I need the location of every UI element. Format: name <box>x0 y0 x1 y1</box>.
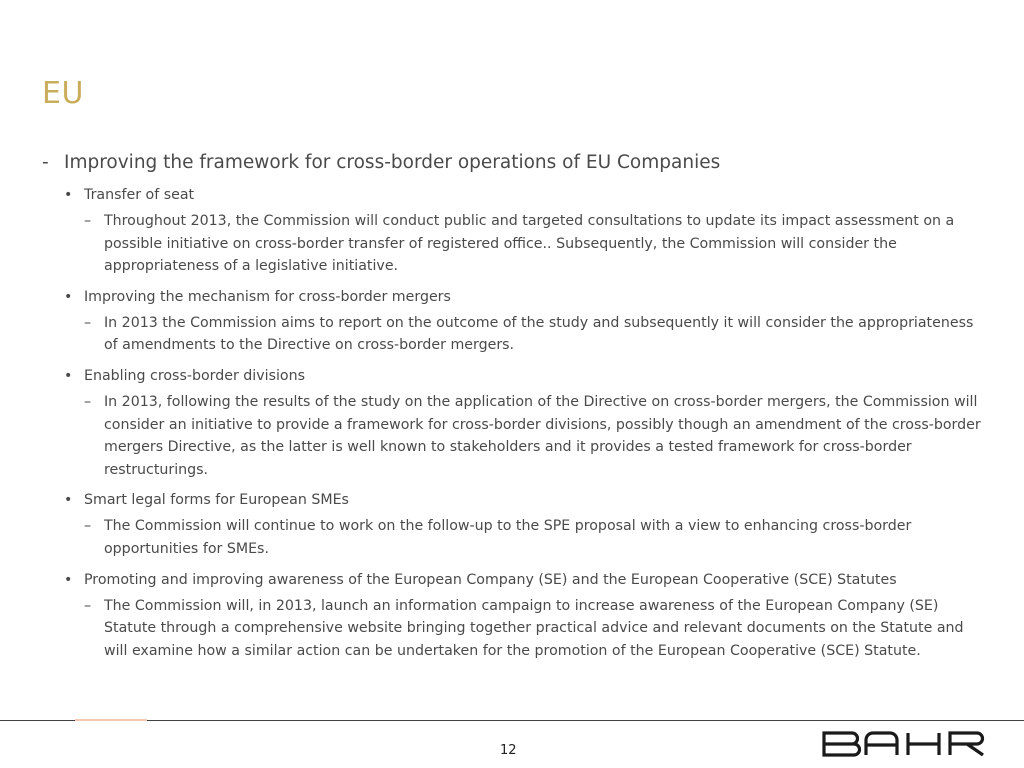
sub-item-text: Throughout 2013, the Commission will conduct public and targeted consultations to update its impact assessment on a possible initiative on cross-border transfer of registered office.. Subsequently, the Commission will consider the appropriateness of a legislative initiative. <box>104 213 955 275</box>
sub-item <box>42 391 982 481</box>
dash-marker: – <box>84 393 92 410</box>
sub-item <box>42 210 982 278</box>
footer-accent-bar <box>75 719 147 721</box>
bullet-label: Enabling cross-border divisions <box>84 367 305 384</box>
sub-item-text: In 2013, following the results of the study on the application of the Directive on cross-border mergers, the Commission will consider an initiative to provide a framework for cross-border divisions, possibly though an amendment of the cross-border mergers Directive, as the latter is well known to stakeholders and it provides a tested framework for cross-border restructurings. <box>104 393 981 478</box>
slide-title: EU <box>42 76 84 111</box>
bullet-item <box>42 489 982 511</box>
bullet-marker: • <box>64 187 73 203</box>
bullet-label: Improving the mechanism for cross-border mergers <box>84 288 451 305</box>
dash-marker: – <box>84 518 92 535</box>
slide-content <box>42 150 982 670</box>
bullet-marker: • <box>64 571 73 588</box>
footer-divider <box>0 720 1024 721</box>
bullet-item <box>42 286 982 308</box>
bullet-label: Smart legal forms for European SMEs <box>84 492 349 509</box>
bullet-item <box>42 184 982 206</box>
bullet-label: Promoting and improving awareness of the European Company (SE) and the European Cooperative (SCE) Statutes <box>84 571 897 588</box>
sub-item <box>42 312 982 357</box>
bullet-item <box>42 569 982 591</box>
bullet-item <box>42 365 982 387</box>
sub-item <box>42 595 982 663</box>
bahr-logo <box>822 730 986 758</box>
list-item-cross-border-mergers <box>42 286 982 357</box>
sub-item-text: The Commission will continue to work on the follow-up to the SPE proposal with a view to enhancing cross-border opportunities for SMEs. <box>104 518 912 557</box>
sub-item-text: In 2013 the Commission aims to report on the outcome of the study and subsequently it will consider the appropriateness of amendments to the Directive on cross-border mergers. <box>104 314 974 354</box>
list-item-smart-legal-forms <box>42 489 982 560</box>
list-item-cross-border-divisions <box>42 365 982 481</box>
list-item-transfer-of-seat <box>42 184 982 278</box>
dash-marker: – <box>84 314 92 331</box>
dash-marker: – <box>84 213 92 229</box>
heading-text: Improving the framework for cross-border operations of EU Companies <box>64 152 721 173</box>
sub-item-text: The Commission will, in 2013, launch an information campaign to increase awareness of the European Company (SE) Statute through a comprehensive website bringing together practical advice and relevant documents on the Statute and will examine how a similar action can be undertaken for the promotion of the European Cooperative (SCE) Statute. <box>104 597 964 659</box>
section-heading <box>42 150 982 176</box>
bullet-label: Transfer of seat <box>84 187 195 203</box>
bullet-marker: • <box>64 367 73 384</box>
bullet-marker: • <box>64 492 73 509</box>
list-item-se-sce-statutes <box>42 569 982 663</box>
page-number: 12 <box>500 743 517 758</box>
dash-marker: – <box>84 597 92 614</box>
bullet-marker: • <box>64 288 73 305</box>
heading-dash-marker: - <box>42 152 49 173</box>
sub-item <box>42 515 982 560</box>
